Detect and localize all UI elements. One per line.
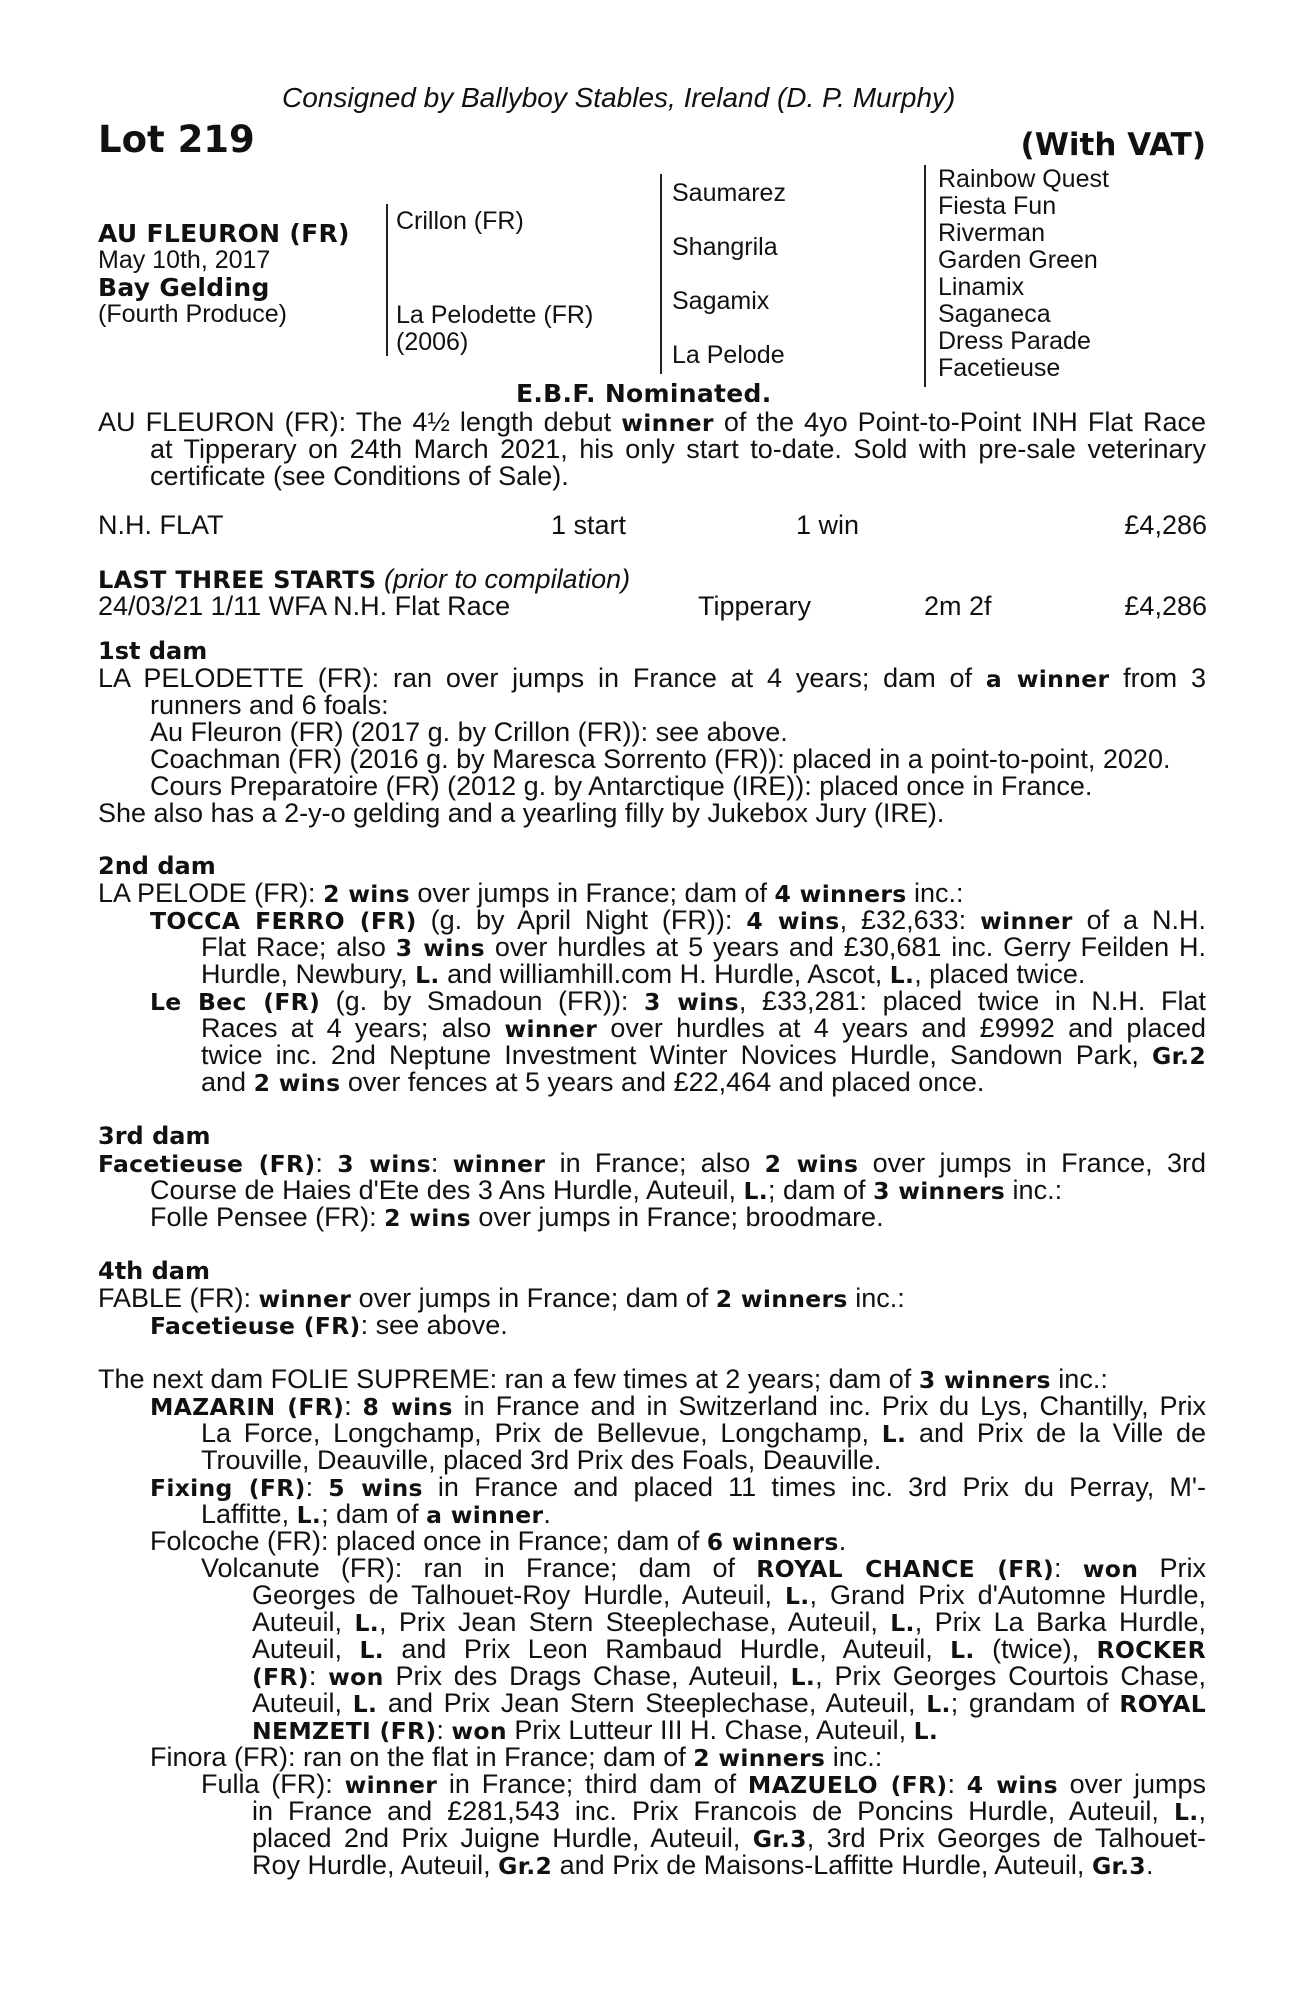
pedigree-dam-year: (2006) xyxy=(396,328,469,356)
foaling-date: May 10th, 2017 xyxy=(98,246,271,274)
first-dam-heading: 1st dam xyxy=(98,637,208,665)
pedigree-gen3-8: Facetieuse xyxy=(938,354,1061,382)
third-dam-section: 3rd dam Facetieuse (FR): 3 wins: winner in France; also 2 wins over jumps in France, 3rd Course de Haies d'Ete des 3 Ans Hurdle, Auteuil, L.; dam of 3 winners inc.: Folle Pensee (FR): 2 wins over jumps in France; broodmare. xyxy=(98,1122,1206,1232)
pedigree-gen3-2: Fiesta Fun xyxy=(938,192,1057,220)
pedigree-gen3-7: Dress Parade xyxy=(938,327,1091,355)
record-earnings: £4,286 xyxy=(1124,510,1207,540)
second-dam-heading: 2nd dam xyxy=(98,852,216,880)
pedigree-dam-sire: Sagamix xyxy=(672,287,770,315)
record-starts: 1 start xyxy=(551,510,627,540)
intro-paragraph: AU FLEURON (FR): The 4½ length debut winner of the 4yo Point-to-Point INH Flat Race at Tipperary on 24th March 2021, his only start to-date. Sold with pre-sale veterinary certificate (see Conditions of Sale). xyxy=(98,407,1206,491)
pedigree-sire: Crillon (FR) xyxy=(396,207,524,235)
pedigree-dam-dam: La Pelode xyxy=(672,341,785,369)
pedigree-divider-2 xyxy=(660,174,662,374)
pedigree-sire-sire: Saumarez xyxy=(672,179,786,207)
pedigree-gen3-1: Rainbow Quest xyxy=(938,165,1109,193)
last-start-prize: £4,286 xyxy=(1124,591,1207,621)
pedigree-gen3-5: Linamix xyxy=(938,273,1025,301)
pedigree-divider-3 xyxy=(924,165,926,387)
last-start-race: 24/03/21 1/11 WFA N.H. Flat Race xyxy=(98,591,511,621)
last-start-distance: 2m 2f xyxy=(924,591,992,621)
third-dam-heading: 3rd dam xyxy=(98,1122,211,1150)
first-dam-section: 1st dam LA PELODETTE (FR): ran over jumps in France at 4 years; dam of a winner from 3 runners and 6 foals: Au Fleuron (FR) (2017 g. by Crillon (FR)): see above. Coachman (FR) (2016 g. by Maresca Sorrento (FR)): placed in a point-to-point, 2020. Cours Preparatoire (FR) (2012 g. by Antarctique (IRE)): placed once in France. She also has a 2-y-o gelding and a yearling filly by Jukebox Jury (IRE). xyxy=(98,637,1207,828)
vat-note: (With VAT) xyxy=(1020,127,1206,163)
second-dam-section: 2nd dam LA PELODE (FR): 2 wins over jumps in France; dam of 4 winners inc.: TOCCA FERRO (FR) (g. by April Night (FR)): 4 wins, £32,633: winner of a N.H. Flat Race; also 3 wins over hurdles at 5 years and £30,681 inc. Gerry Feilden H. Hurdle, Newbury, L. and williamhill.com H. Hurdle, Ascot, L., placed twice. Le Bec (FR) (g. by Smadoun (FR)): 3 wins, £33,281: placed twice in N.H. Flat Races at 4 years; also winner over hurdles at 4 years and £9992 and placed twice inc. 2nd Neptune Investment Winter Novices Hurdle, Sandown Park, Gr.2 and 2 wins over fences at 5 years and £22,464 and placed once. xyxy=(98,852,1206,1097)
lot-number: Lot 219 xyxy=(98,118,255,161)
fourth-dam-section: 4th dam FABLE (FR): winner over jumps in France; dam of 2 winners inc.: Facetieuse (FR): see above. xyxy=(98,1258,1206,1339)
horse-sex-colour: Bay Gelding xyxy=(98,273,270,302)
ebf-nominated: E.B.F. Nominated. xyxy=(516,379,772,408)
pedigree-gen3-3: Riverman xyxy=(938,219,1045,247)
last-start-course: Tipperary xyxy=(698,591,812,621)
consignor-line: Consigned by Ballyboy Stables, Ireland (D. P. Murphy) xyxy=(282,82,956,113)
horse-name: AU FLEURON (FR) xyxy=(98,219,350,248)
produce-number: (Fourth Produce) xyxy=(98,300,287,328)
pedigree-dam: La Pelodette (FR) xyxy=(396,301,594,329)
last-starts-heading: LAST THREE STARTS (prior to compilation) xyxy=(98,564,631,594)
pedigree-sire-dam: Shangrila xyxy=(672,233,778,261)
pedigree-divider-1 xyxy=(386,204,388,356)
fourth-dam-heading: 4th dam xyxy=(98,1257,210,1285)
record-wins: 1 win xyxy=(796,510,860,540)
pedigree-gen3-4: Garden Green xyxy=(938,246,1098,274)
next-dam-section: The next dam FOLIE SUPREME: ran a few times at 2 years; dam of 3 winners inc.: MAZARIN (FR): 8 wins in France and in Switzerland inc. Prix du Lys, Chantilly, Prix La Force, Longchamp, Prix de Bellevue, Longchamp, L. and Prix de la Ville de Trouville, Deauville, placed 3rd Prix des Foals, Deauville. Fixing (FR): 5 wins in France and placed 11 times inc. 3rd Prix du Perray, M'- Laffitte, L.; dam of a winner. Folcoche (FR): placed once in France; dam of 6 winners. Volcanute (FR): ran in France; dam of ROYAL CHANCE (FR): won Prix Georges de Talhouet-Roy Hurdle, Auteuil, L., Grand Prix d'Automne Hurdle, Auteuil, L., Prix Jean Stern Steeplechase, Auteuil, L., Prix La Barka Hurdle, Auteuil, L. and Prix Leon Rambaud Hurdle, Auteuil, L. (twice), ROCKER (FR): won Prix des Drags Chase, Auteuil, L., Prix Georges Courtois Chase, Auteuil, L. and Prix Jean Stern Steeplechase, Auteuil, L.; grandam of ROYAL NEMZETI (FR): won Prix Lutteur III H. Chase, Auteuil, L. Finora (FR): ran on the flat in France; dam of 2 winners inc.: Fulla (FR): winner in France; third dam of MAZUELO (FR): 4 wins over jumps in France and £281,543 inc. Prix Francois de Poncins Hurdle, Auteuil, L., placed 2nd Prix Juigne Hurdle, Auteuil, Gr.3, 3rd Prix Georges de Talhouet- Roy Hurdle, Auteuil, Gr.2 and Prix de Maisons-Laffitte Hurdle, Auteuil, Gr.3. xyxy=(98,1364,1207,1880)
record-type: N.H. FLAT xyxy=(98,510,224,540)
pedigree-gen3-6: Saganeca xyxy=(938,300,1051,328)
